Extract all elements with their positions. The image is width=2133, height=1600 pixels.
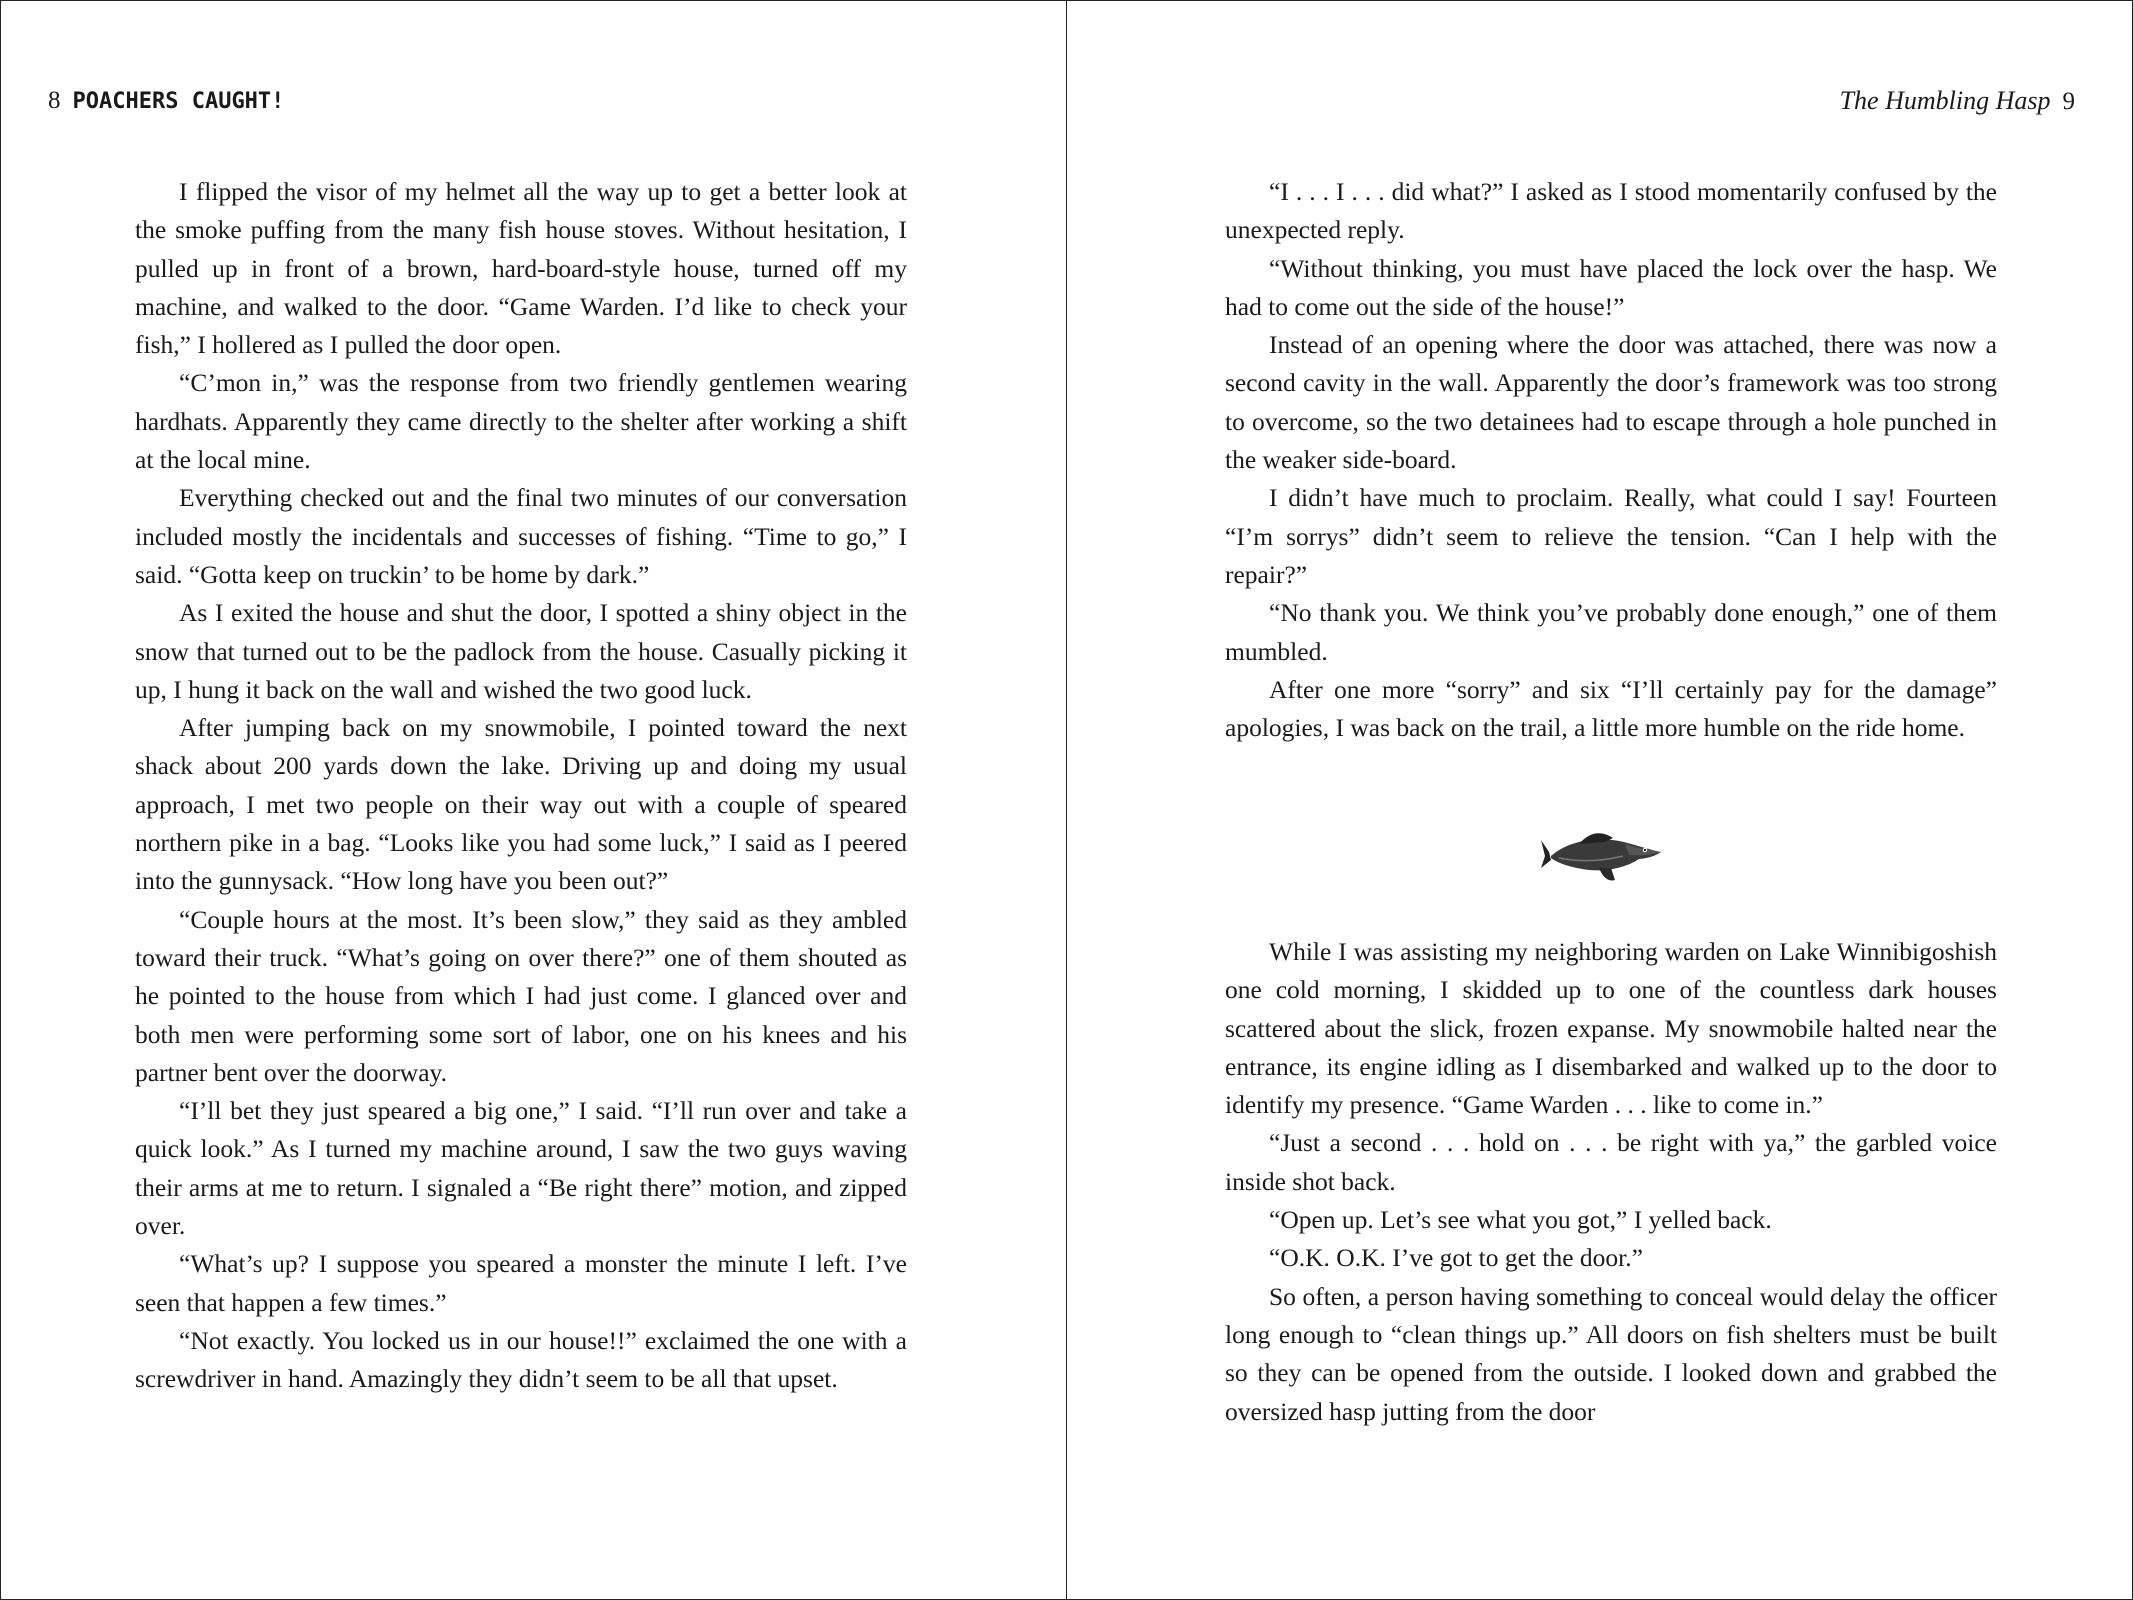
paragraph: Instead of an opening where the door was attached, there was now a second cavity in the wall. Apparently the door’s framework was too strong to overcome, so the two detainees had to escape through a hole punched in the weaker side-board. [1225,330,1997,475]
paragraph: While I was assisting my neighboring warden on Lake Winnibigoshish one cold morning, I skidded up to one of the countless dark houses scattered about the slick, frozen expanse. My snowmobile halted near the entrance, its engine idling as I disembarked and walked up to the door to identify my presence. “Game Warden . . . like to come in.” [1225,937,1997,1120]
paragraph: So often, a person having something to conceal would delay the officer long enough to “clean things up.” All doors on fish shelters must be built so they can be opened from the outside. I looked down and grabbed the oversized hasp jutting from the door [1225,1281,1997,1426]
paragraph: “I’ll bet they just speared a big one,” I said. “I’ll run over and take a quick look.” As I turned my machine around, I saw the two guys waving their arms at me to return. I signaled a “Be right there” motion, and zipped over. [135,1096,907,1241]
paragraph: I didn’t have much to proclaim. Really, what could I say! Fourteen “I’m sorrys” didn’t seem to relieve the tension. “Can I help with the repair?” [1225,483,1997,589]
chapter-title: The Humbling Hasp [1839,86,2051,115]
paragraph: After one more “sorry” and six “I’ll certainly pay for the damage” apologies, I was back on the trail, a little more humble on the ride home. [1225,674,1997,743]
right-page-number: 9 [2062,88,2075,115]
paragraph: “Just a second . . . hold on . . . be right with ya,” the garbled voice inside shot back. [1225,1128,1997,1196]
paragraph: After jumping back on my snowmobile, I pointed toward the next shack about 200 yards down the lake. Driving up and doing my usual approach, I met two people on their way out with a couple of speared northern pike in a bag. “Looks like you had some luck,” I said as I peered into the gunnysack. “How long have you been out?” [135,713,907,896]
paragraph: I flipped the visor of my helmet all the way up to get a better look at the smoke puffing from the many fish house stoves. Without hesitation, I pulled up in front of a brown, hard-board-style house, turned off my machine, and walked to the door. “Game Warden. I’d like to check your fish,” I hollered as I pulled the door open. [135,177,907,360]
paragraph: “I . . . I . . . did what?” I asked as I stood momentarily confused by the unexpected reply. [1225,177,1997,245]
left-body-text [135,173,907,1399]
right-body-text-bottom [1225,933,1997,1431]
paragraph: “No thank you. We think you’ve probably done enough,” one of them mumbled. [1225,598,1997,666]
right-body-text-top [1225,173,1997,747]
paragraph: “Not exactly. You locked us in our house!!” exclaimed the one with a screwdriver in hand. Amazingly they didn’t seem to be all that upset. [135,1325,907,1394]
fish-icon [1539,822,1669,892]
paragraph: Everything checked out and the final two minutes of our conversation included mostly the incidentals and successes of fishing. “Time to go,” I said. “Gotta keep on truckin’ to be home by dark.” [135,483,907,589]
paragraph: “What’s up? I suppose you speared a monster the minute I left. I’ve seen that happen a few times.” [135,1249,907,1317]
left-page-number: 8 [48,87,61,114]
book-title: POACHERS CAUGHT! [72,89,285,114]
paragraph: As I exited the house and shut the door, I spotted a shiny object in the snow that turned out to be the padlock from the house. Casually picking it up, I hung it back on the wall and wished the two good luck. [135,598,907,704]
paragraph: “Without thinking, you must have placed the lock over the hasp. We had to come out the side of the house!” [1225,253,1997,321]
paragraph: “Couple hours at the most. It’s been slow,” they said as they ambled toward their truck. “What’s going on over there?” one of them shouted as he pointed to the house from which I had just come. I glanced over and both men were performing some sort of labor, one on his knees and his partner bent over the doorway. [135,904,907,1087]
right-running-head [1840,86,2075,117]
right-page [1067,0,2133,1600]
left-running-head [48,86,284,117]
paragraph: “C’mon in,” was the response from two friendly gentlemen wearing hardhats. Apparently they came directly to the shelter after working a shift at the local mine. [135,368,907,475]
left-page [0,0,1066,1600]
paragraph: “O.K. O.K. I’ve got to get the door.” [1269,1243,1643,1273]
paragraph: “Open up. Let’s see what you got,” I yelled back. [1269,1205,1772,1235]
